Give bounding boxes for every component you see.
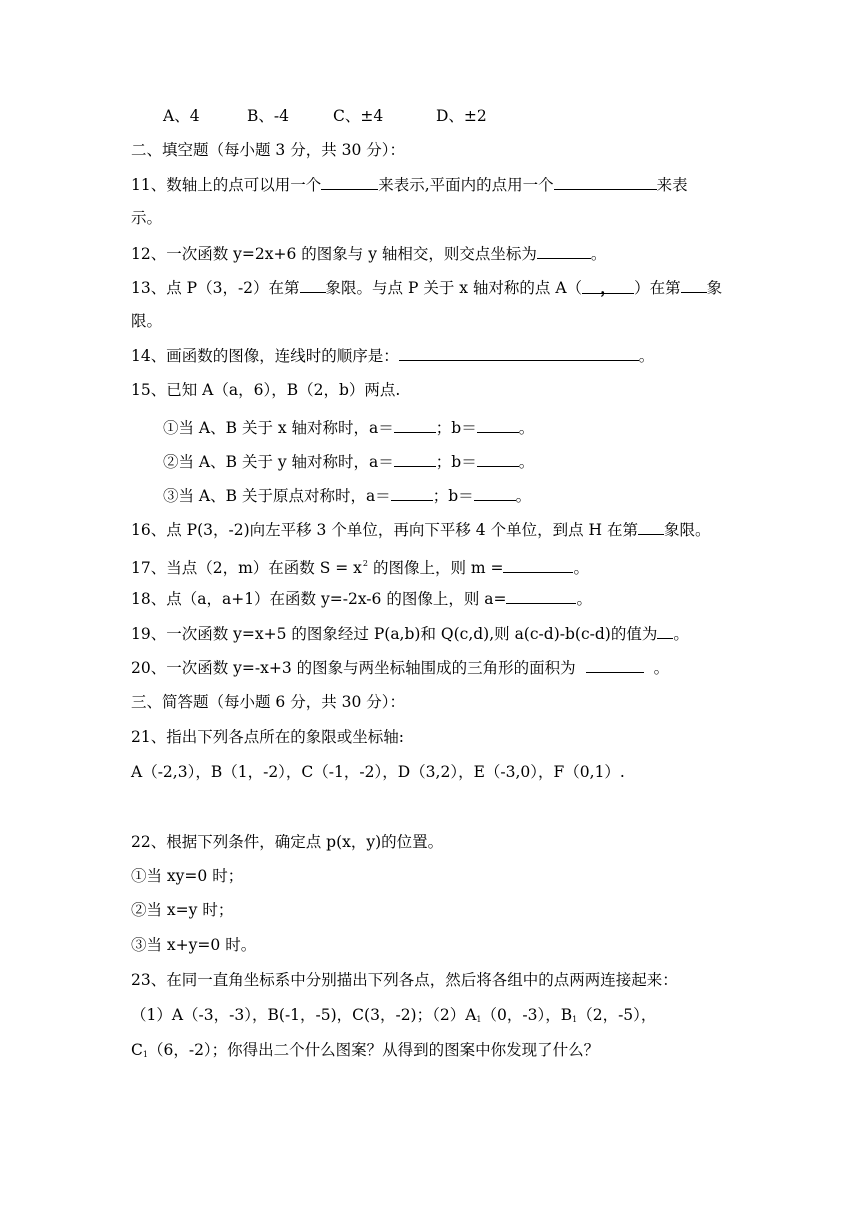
- option-b: B、-4: [247, 107, 289, 125]
- question-21: 21、指出下列各点所在的象限或坐标轴:: [131, 728, 404, 746]
- question-14: [131, 345, 654, 366]
- q13-text-1: 13、点 P（3，-2）在第: [131, 279, 300, 297]
- q11-text-4: 示。: [131, 209, 163, 227]
- q23-line-3: $C_1(6$，-2）；你得出二个什么图案？从得到的图案中你发现了什么？: [131, 1041, 600, 1059]
- q13-text-4: 象: [706, 279, 723, 297]
- q11-text-2: 来表示,平面内的点用一个: [378, 176, 554, 194]
- q21-points: A（-2,3），B（1，-2），C（-1，-2），D（3,2），E（-3,0），F（0,1）.: [131, 763, 625, 781]
- option-a: A、4: [163, 107, 200, 125]
- q15-sub-1: ①当 A、B 关于 x 轴对称时，a＝ ；b＝ 。: [163, 419, 535, 437]
- answer-blank: [681, 277, 707, 293]
- answer-blank: [300, 277, 326, 293]
- answer-blank: [477, 451, 519, 467]
- question-18: 18、点（a，a+1）在函数 y=-2x-6 的图像上，则 a= 。: [131, 590, 592, 608]
- answer-blank: [477, 417, 519, 433]
- answer-blank: [638, 519, 664, 535]
- q14-text-1: 14、画函数的图像，连线时的顺序是：: [131, 347, 399, 365]
- q22-condition-2: ②当 x=y 时；: [131, 901, 234, 919]
- exponent: 2: [362, 559, 369, 568]
- option-d: D、±2: [436, 107, 487, 125]
- q11-text-3: 来表: [656, 176, 688, 194]
- question-16: 16、点 P(3，-2)向左平移 3 个单位，再向下平移 4 个单位，到点 H 在第 象限。: [131, 521, 711, 539]
- question-22: 22、根据下列条件，确定点 p(x，y)的位置。: [131, 833, 444, 851]
- question-23: 23、在同一直角坐标系中分别描出下列各点，然后将各组中的点两两连接起来：: [131, 971, 678, 989]
- section-3-title: 三、简答题（每小题 6 分，共 30 分）：: [131, 693, 406, 711]
- question-20: 20、一次函数 y=-x+3 的图象与两坐标轴围成的三角形的面积为 。: [131, 659, 670, 677]
- question-11: [131, 174, 688, 195]
- section-2-title: 二、填空题（每小题 3 分，共 30 分）：: [131, 141, 406, 159]
- answer-blank: [399, 345, 639, 361]
- q15-sub-2: ②当 A、B 关于 y 轴对称时，a＝ ；b＝ 。: [163, 453, 535, 471]
- q14-text-2: 。: [638, 347, 655, 365]
- answer-blank: [506, 588, 576, 604]
- coordinate-blank: ，: [582, 278, 634, 294]
- answer-blank: [503, 557, 573, 573]
- q10-options: [163, 106, 487, 126]
- answer-blank: [394, 451, 436, 467]
- answer-blank: [391, 485, 433, 501]
- q23-line-2: （1）A（-3，-3），B(-1，-5)，C(3，-2)；$(2)A_1(0$，-3），$B_1(2$，-5），: [131, 1006, 657, 1024]
- q11-text-1: 11、数轴上的点可以用一个: [131, 176, 322, 194]
- q12-text-2: 。: [590, 245, 607, 263]
- q12-text-1: 12、一次函数 y=2x+6 的图象与 y 轴相交，则交点坐标为: [131, 245, 537, 263]
- q15-sub-3: ③当 A、B 关于原点对称时，a＝ ；b＝ 。: [163, 487, 532, 505]
- answer-blank: [537, 243, 591, 259]
- question-19: 19、一次函数 y=x+5 的图象经过 P(a,b)和 Q(c,d),则 a(c-d)-b(c-d)的值为 。: [131, 625, 689, 643]
- question-17: 17、当点（2，m）在函数 $S = x^2$ 的图像上，则 m = 。: [131, 559, 589, 577]
- q13-text-5: 限。: [131, 312, 163, 330]
- q22-condition-3: ③当 x+y=0 时。: [131, 936, 257, 954]
- answer-blank: [394, 417, 436, 433]
- question-12: [131, 243, 606, 264]
- q22-condition-1: ①当 xy=0 时；: [131, 867, 244, 885]
- answer-blank: [321, 174, 378, 190]
- question-15: 15、已知 A（a，6），B（2，b）两点.: [131, 381, 401, 399]
- option-c: C、±4: [333, 107, 384, 125]
- q13-text-3: ）在第: [634, 279, 681, 297]
- answer-blank: [554, 174, 657, 190]
- q13-text-2: 象限。与点 P 关于 x 轴对称的点 A（: [325, 279, 583, 297]
- answer-blank: [586, 657, 644, 673]
- answer-blank: [474, 485, 516, 501]
- question-13: [131, 277, 722, 298]
- answer-blank: [657, 623, 673, 639]
